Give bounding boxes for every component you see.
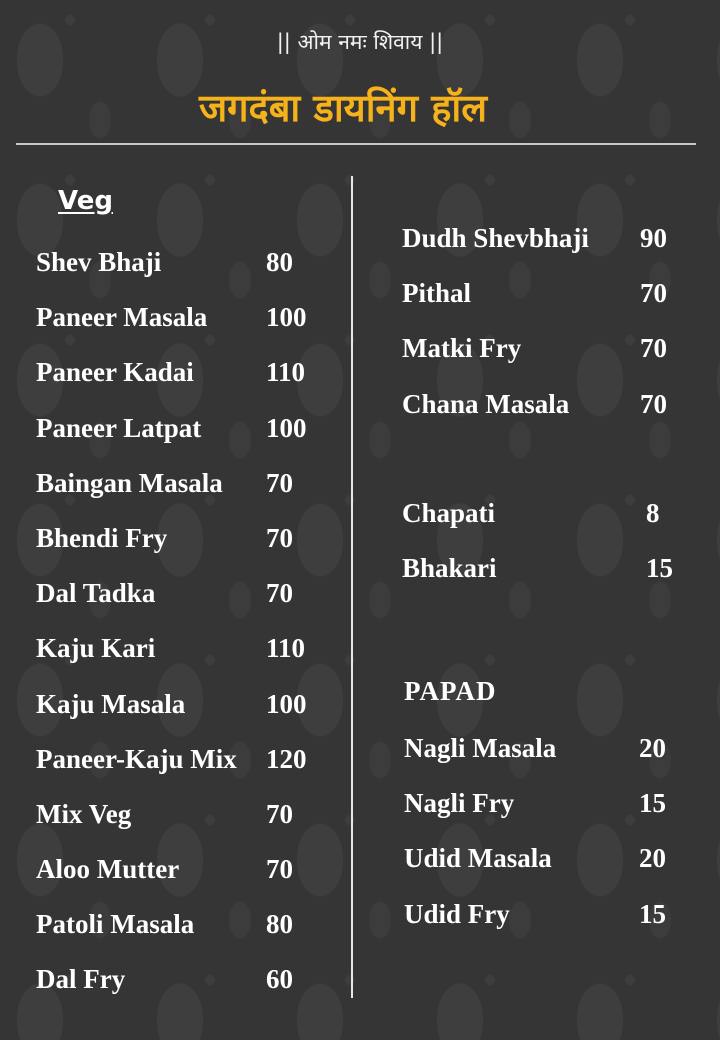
column-divider (351, 176, 353, 998)
item-price: 100 (266, 688, 307, 719)
item-price: 110 (266, 633, 306, 664)
item-price: 100 (266, 302, 307, 333)
item-price: 90 (640, 223, 667, 253)
item-price: 80 (266, 909, 293, 940)
header-mantra: || ओम नमः शिवाय || (276, 30, 444, 54)
item-price: 15 (639, 898, 666, 929)
item-name: Chapati (402, 498, 496, 528)
hall-title: जगदंबा डायनिंग हॉल (198, 86, 488, 130)
item-price: 110 (266, 357, 306, 388)
item-name: Bhendi Fry (36, 522, 168, 553)
item-name: Nagli Fry (404, 788, 515, 819)
item-price: 20 (639, 733, 666, 763)
item-name: Mix Veg (36, 798, 132, 829)
item-price: 60 (266, 964, 293, 995)
item-name: Pithal (402, 278, 472, 309)
item-price: 70 (640, 388, 667, 419)
item-name: Dudh Shevbhaji (402, 223, 589, 253)
item-price: 70 (266, 798, 293, 829)
item-price: 70 (266, 578, 293, 609)
header-divider (16, 143, 696, 145)
item-price: 15 (639, 788, 666, 819)
item-name: Dal Fry (36, 964, 126, 995)
item-price: 8 (646, 498, 660, 528)
section-heading-papad: PAPAD (404, 676, 497, 706)
item-name: Aloo Mutter (36, 854, 180, 885)
section-heading-veg: Veg (58, 186, 113, 216)
item-price: 70 (640, 278, 667, 309)
item-name: Nagli Masala (404, 733, 557, 763)
item-name: Kaju Kari (36, 633, 156, 664)
item-name: Paneer Kadai (36, 357, 194, 388)
item-name: Udid Fry (404, 898, 510, 929)
item-name: Shev Bhaji (36, 247, 162, 277)
item-name: Paneer Masala (36, 302, 208, 333)
item-price: 100 (266, 412, 307, 443)
item-price: 120 (266, 743, 307, 774)
item-price: 70 (266, 854, 293, 885)
item-name: Chana Masala (402, 388, 570, 419)
item-price: 80 (266, 247, 293, 277)
item-name: Patoli Masala (36, 909, 195, 940)
item-name: Baingan Masala (36, 467, 223, 498)
item-name: Udid Masala (404, 843, 552, 874)
item-name: Matki Fry (402, 333, 522, 364)
item-name: Kaju Masala (36, 688, 186, 719)
item-price: 15 (646, 553, 673, 584)
item-price: 70 (640, 333, 667, 364)
item-price: 20 (639, 843, 666, 874)
item-name: Dal Tadka (36, 578, 156, 609)
item-price: 70 (266, 467, 293, 498)
item-price: 70 (266, 522, 293, 553)
item-name: Bhakari (402, 553, 497, 584)
item-name: Paneer Latpat (36, 412, 202, 443)
item-name: Paneer-Kaju Mix (36, 743, 237, 774)
